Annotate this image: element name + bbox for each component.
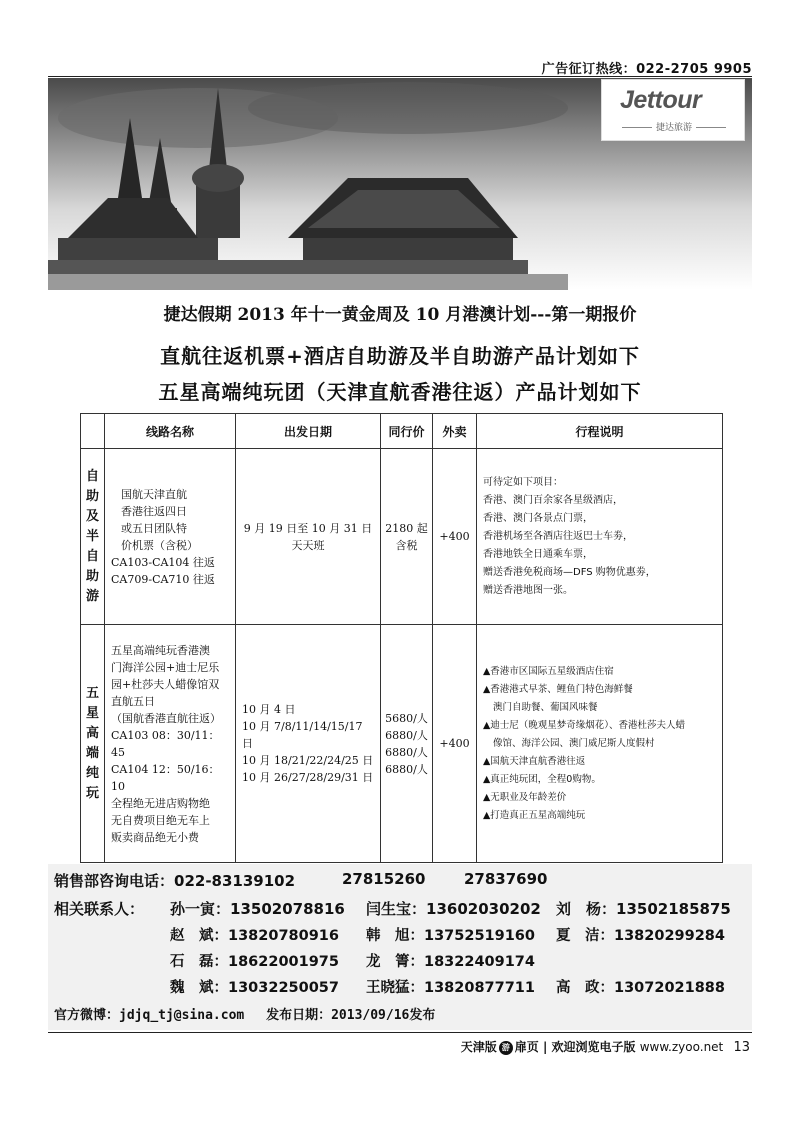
category-char: 助 [85, 488, 99, 504]
zyoo-logo-icon: 游 [499, 1041, 513, 1055]
logo-brand-text: Jettour [620, 86, 702, 114]
itinerary-line: ▲香港市区国际五星级酒店住宿 [483, 665, 614, 677]
footer-separator: | [542, 1040, 552, 1054]
departure-cell [236, 449, 381, 625]
contact-person: 夏 洁：13820299284 [556, 928, 725, 944]
sales-phone-label: 销售部咨询电话： [54, 872, 175, 890]
category-char: 自 [85, 468, 99, 484]
itinerary-line: ▲无职业及年龄差价 [483, 791, 567, 803]
header-retail-markup: 外卖 [433, 414, 477, 449]
category-five-star [81, 625, 105, 863]
contact-person: 龙 箐：18322409174 [366, 954, 535, 970]
contact-panel [48, 864, 752, 1030]
footer-divider [48, 1032, 752, 1033]
table-header-row [81, 414, 723, 449]
table-row [81, 625, 723, 863]
headline-self-guided: 直航往返机票+酒店自助游及半自助游产品计划如下 [160, 344, 640, 368]
date-line: 9 月 19 日至 10 月 31 日 [243, 521, 373, 535]
itinerary-line: 可待定如下项目： [483, 476, 563, 488]
route-line: 无自费项目绝无车上 [111, 813, 210, 827]
headline-five-star: 五星高端纯玩团（天津直航香港往返）产品计划如下 [158, 380, 642, 404]
header-category [81, 414, 105, 449]
category-char: 助 [85, 568, 99, 584]
contact-person: 高 政：13072021888 [556, 980, 725, 996]
table-row [81, 449, 723, 625]
category-char: 高 [85, 725, 99, 741]
route-line: CA103-CA104 往返 [111, 555, 215, 569]
itinerary-line: 赠送香港地图一张。 [483, 584, 573, 596]
category-char: 半 [85, 528, 99, 544]
header-trade-price: 同行价 [381, 414, 433, 449]
retail-markup-cell: +400 [433, 449, 477, 625]
retail-markup-cell: +400 [433, 625, 477, 863]
contact-person: 刘 杨：13502185875 [556, 900, 731, 918]
contacts-label: 相关联系人： [54, 900, 145, 918]
route-line: CA104 12：50/16：10 [111, 762, 220, 793]
itinerary-line: ▲迪士尼（晚观星梦奇缘烟花）、香港杜莎夫人蜡 [483, 719, 686, 731]
itinerary-line: ▲打造真正五星高端纯玩 [483, 809, 586, 821]
category-char: 及 [85, 508, 99, 524]
departure-cell [236, 625, 381, 863]
itinerary-line: 香港、澳门百余家各星级酒店， [483, 494, 623, 506]
itinerary-line: 香港地铁全日通乘车票， [483, 548, 593, 560]
route-line: CA709-CA710 往返 [111, 572, 215, 586]
contact-person: 王晓猛：13820877711 [366, 980, 535, 996]
trade-price-cell [381, 449, 433, 625]
sales-phone: 022-83139102 [174, 872, 296, 890]
category-char: 端 [85, 745, 99, 761]
weibo-row [54, 1004, 435, 1023]
itinerary-line: ▲国航天津直航香港往返 [483, 755, 586, 767]
itinerary-cell [477, 449, 723, 625]
sales-phone-row [54, 870, 548, 891]
price-line: 6880/人 [385, 728, 428, 742]
category-self-guided [81, 449, 105, 625]
contact-person: 闫生宝：13602030202 [366, 900, 541, 918]
header-divider [48, 76, 752, 77]
itinerary-line: ▲香港港式早茶、鲤鱼门特色海鲜餐 [483, 683, 633, 695]
itinerary-line: 香港、澳门各景点门票， [483, 512, 593, 524]
price-line: 6880/人 [385, 762, 428, 776]
price-line: 含税 [395, 538, 418, 552]
route-line: 价机票（含税） [121, 538, 198, 552]
route-line: 五星高端纯玩香港澳 [111, 643, 210, 657]
welcome-text: 欢迎浏览电子版 [551, 1040, 636, 1054]
category-char: 五 [85, 685, 99, 701]
header-itinerary: 行程说明 [477, 414, 723, 449]
itinerary-line: 香港机场至各酒店往返巴士车劵， [483, 530, 633, 542]
header-departure-date: 出发日期 [236, 414, 381, 449]
route-line: 门海洋公园+迪士尼乐 [111, 660, 220, 674]
category-char: 玩 [85, 785, 99, 801]
website-link[interactable]: www.zyoo.net [639, 1040, 724, 1054]
weibo-account[interactable]: jdjq_tj@sina.com [119, 1008, 245, 1023]
category-char: 纯 [85, 765, 99, 781]
itinerary-line: 赠送香港免税商场—DFS 购物优惠劵， [483, 566, 656, 578]
logo-sub-text: 捷达旅游 [614, 120, 734, 133]
itinerary-line: ▲真正纯玩团，全程0购物。 [483, 773, 601, 785]
route-cell [105, 625, 236, 863]
section-label: 扉页 [514, 1040, 539, 1054]
date-line: 10 月 7/8/11/14/15/17 日 [242, 720, 363, 750]
itinerary-line: 像馆、海洋公园、澳门威尼斯人度假村 [493, 737, 655, 749]
contact-person: 魏 斌：13032250057 [170, 980, 339, 996]
product-plan-table [80, 413, 723, 863]
route-line: （国航香港直航往返） [111, 711, 221, 725]
publish-label: 发布日期： [266, 1008, 332, 1023]
sales-phone: 27837690 [464, 870, 548, 888]
category-char: 自 [85, 548, 99, 564]
trade-price-cell [381, 625, 433, 863]
jettour-logo [602, 80, 744, 140]
edition-label: 天津版 [460, 1040, 497, 1054]
route-line: 全程绝无进店购物绝 [111, 796, 210, 810]
page-footer [461, 1038, 750, 1055]
contact-person: 韩 旭：13752519160 [366, 928, 535, 944]
price-line: 2180 起 [385, 521, 428, 535]
publish-suffix: 发布 [409, 1008, 436, 1023]
contact-person: 赵 斌：13820780916 [170, 928, 339, 944]
weibo-label: 官方微博： [54, 1008, 120, 1023]
date-line: 10 月 4 日 [242, 703, 296, 716]
route-line: 贩卖商品绝无小费 [111, 830, 199, 844]
route-line: 园+杜莎夫人蜡像馆双 [111, 677, 220, 691]
route-line: 国航天津直航 [121, 487, 187, 501]
headline-period: 捷达假期 2013 年十一黄金周及 10 月港澳计划---第一期报价 [163, 305, 637, 325]
route-line: 香港往返四日 [121, 504, 187, 518]
category-char: 游 [85, 588, 99, 604]
publish-date: 2013/09/16 [331, 1008, 410, 1023]
price-line: 5680/人 [385, 711, 428, 725]
page-number: 13 [733, 1040, 750, 1055]
ad-hotline: 广告征订热线：022-2705 9905 [541, 62, 752, 77]
sales-phone: 27815260 [342, 870, 426, 888]
route-line: 或五日团队特 [121, 521, 187, 535]
contact-person: 孙一寅：13502078816 [170, 900, 345, 918]
date-line: 10 月 26/27/28/29/31 日 [242, 771, 374, 784]
route-line: CA103 08：30/11：45 [111, 728, 220, 759]
category-char: 星 [85, 705, 99, 721]
price-line: 6880/人 [385, 745, 428, 759]
route-cell [105, 449, 236, 625]
contact-person: 石 磊：18622001975 [170, 954, 339, 970]
date-line: 天天班 [291, 538, 325, 552]
contact-row-1 [54, 898, 754, 919]
date-line: 10 月 18/21/22/24/25 日 [242, 754, 374, 767]
itinerary-line: 澳门自助餐、葡国风味餐 [493, 701, 598, 713]
header-route-name: 线路名称 [105, 414, 236, 449]
itinerary-cell [477, 625, 723, 863]
route-line: 直航五日 [111, 694, 155, 708]
